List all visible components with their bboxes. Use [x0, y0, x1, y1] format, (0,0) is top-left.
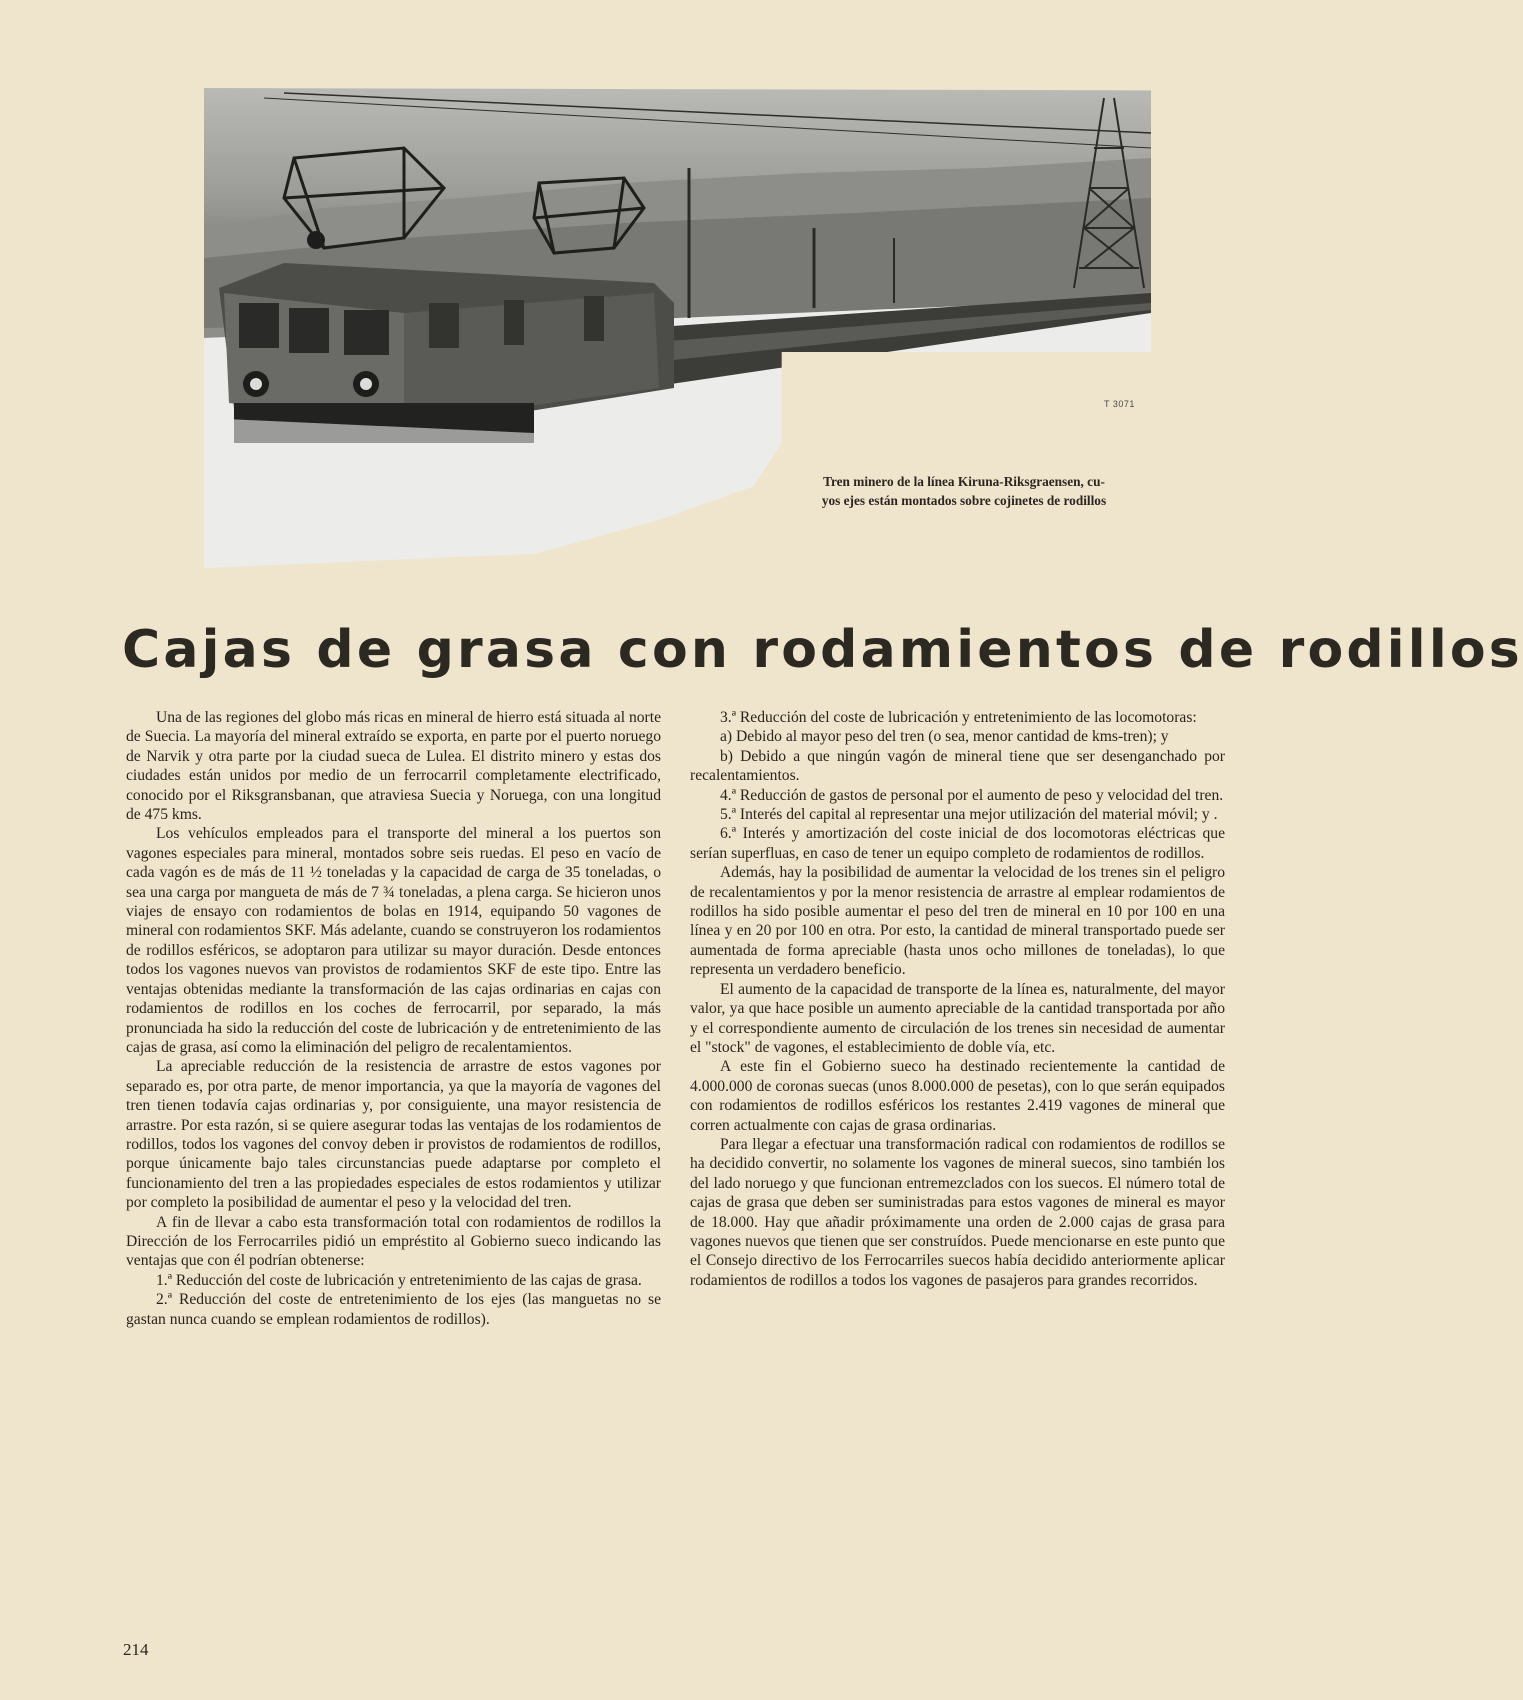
paragraph: La apreciable reducción de la resistencia de arrastre de estos vagones por separado es, por otra parte, de menor importancia, ya que la mayoría de vagones del tren tienen todavía cajas ordinarias y, por consiguiente, una mayor resistencia de arrastre. Por esta razón, si se quiere asegurar todas las ventajas de los rodamientos de rodillos, todos los vagones del convoy deben ir provistos de rodamientos de rodillos, porque únicamente bajo tales circunstancias puede adaptarse por completo el funcionamiento del tren a las propiedades especiales de estos rodamientos y utilizar por completo la posibilidad de aumentar el peso y la velocidad del tren. — [126, 1058, 661, 1212]
list-item: a) Debido al mayor peso del tren (o sea, menor cantidad de kms-tren); y — [720, 728, 1169, 746]
photo-caption-line: yos ejes están montados sobre cojinetes de rodillos — [821, 493, 1107, 508]
list-item: 3.ª Reducción del coste de lubricación y entretenimiento de las locomotoras: — [720, 709, 1197, 726]
paragraph: Una de las regiones del globo más ricas en mineral de hierro está situada al norte de Suecia. La mayoría del mineral extraído se exporta, en parte por el puerto noruego de Narvik y otra parte por la ciudad sueca de Lulea. El distrito minero y estas dos ciudades están unidos por medio de un ferrocarril completamente electrificado, conocido por el Riksgransbanan, que atraviesa Suecia y Noruega, con una longitud de 475 kms. — [126, 709, 661, 824]
paragraph: Para llegar a efectuar una transformación radical con rodamientos de rodillos se ha decidido convertir, no solamente los vagones de mineral suecos, sino también los del lado noruego y que funcionan entremezclados con los suecos. El número total de cajas de grasa que deben ser suministradas para estos vagones de mineral es mayor de 18.000. Hay que añadir próximamente una orden de 2.000 cajas de grasa para vagones nuevos que tienen que ser construídos. Puede mencionarse en este punto que el Consejo directivo de los Ferrocarriles suecos había decidido anteriormente aplicar rodamientos de rodillos a todos los vagones de pasajeros para grandes recorridos. — [690, 1135, 1225, 1289]
photo-reference-number: T 3071 — [1104, 399, 1135, 409]
list-item: 1.ª Reducción del coste de lubricación y entretenimiento de las cajas de grasa. — [156, 1271, 642, 1289]
article-title: Cajas de grasa con rodamientos de rodillos — [122, 620, 1523, 680]
paragraph: Además, hay la posibilidad de aumentar la velocidad de los trenes sin el peligro de recalentamientos y por la menor resistencia de arrastre al emplear rodamientos de rodillos ha sido posible aumentar el peso del tren de mineral en 10 por 100 en una línea y en 20 por 100 en otra. Por esto, la cantidad de mineral transportado puede ser aumentada de forma apreciable (hasta unos ocho millones de toneladas), lo que representa un verdadero beneficio. — [690, 864, 1225, 979]
list-item: b) Debido a que ningún vagón de mineral tiene que ser desenganchado por recalentamientos. — [690, 747, 1225, 785]
paragraph: A fin de llevar a cabo esta transformación total con rodamientos de rodillos la Dirección de los Ferrocarriles pidió un empréstito al Gobierno sueco indicando las ventajas que con él podrían obtenerse: — [126, 1213, 661, 1270]
left-column — [126, 708, 661, 1329]
page-number: 214 — [123, 1640, 149, 1659]
list-item: 4.ª Reducción de gastos de personal por el aumento de peso y velocidad del tren. — [720, 786, 1224, 804]
photo-caption — [764, 472, 1164, 510]
paragraph: Los vehículos empleados para el transporte del mineral a los puertos son vagones especiales para mineral, montados sobre seis ruedas. El peso en vacío de cada vagón es de más de 11 ½ toneladas y la capacidad de carga de 35 toneladas, o sea una carga por mangueta de más de 7 ¾ toneladas, a plena carga. Se hicieron unos viajes de ensayo con rodamientos de bolas en 1914, equipando 50 vagones de mineral con rodamientos SKF. Más adelante, cuando se construyeron los rodamientos de rodillos esféricos, se adoptaron para utilizar su mayor duración. Desde entonces todos los vagones nuevos van provistos de rodamientos SKF de este tipo. Entre las ventajas obtenidas mediante la transformación de las cajas ordinarias en cajas con rodamientos de rodillos en los coches de ferrocarril, por separado, la más pronunciada ha sido la reducción del coste de lubricación y de entretenimiento de las cajas de grasa, así como la eliminación del peligro de recalentamientos. — [126, 825, 661, 1056]
photo-caption-line: Tren minero de la línea Kiruna-Riksgraensen, cu- — [823, 474, 1105, 489]
paragraph: A este fin el Gobierno sueco ha destinado recientemente la cantidad de 4.000.000 de coronas suecas (unos 8.000.000 de pesetas), con lo que serán equipados con rodamientos de rodillos esféricos los restantes 2.419 vagones de mineral que corren actualmente con cajas de grasa ordinarias. — [690, 1058, 1225, 1134]
paragraph: El aumento de la capacidad de transporte de la línea es, naturalmente, del mayor valor, ya que hace posible un aumento apreciable de la cantidad transportada por año y el correspondiente aumento de circulación de los trenes sin necesidad de aumentar el "stock" de vagones, el establecimiento de doble vía, etc. — [690, 980, 1225, 1056]
right-column — [690, 708, 1225, 1290]
list-item: 2.ª Reducción del coste de entretenimiento de los ejes (las manguetas no se gastan nunca cuando se emplean rodamientos de rodillos). — [126, 1291, 661, 1328]
list-item: 5.ª Interés del capital al representar una mejor utilización del material móvil; y . — [720, 806, 1218, 824]
list-item: 6.ª Interés y amortización del coste inicial de dos locomotoras eléctricas que serían superfluas, en caso de tener un equipo completo de rodamientos de rodillos. — [690, 825, 1225, 862]
